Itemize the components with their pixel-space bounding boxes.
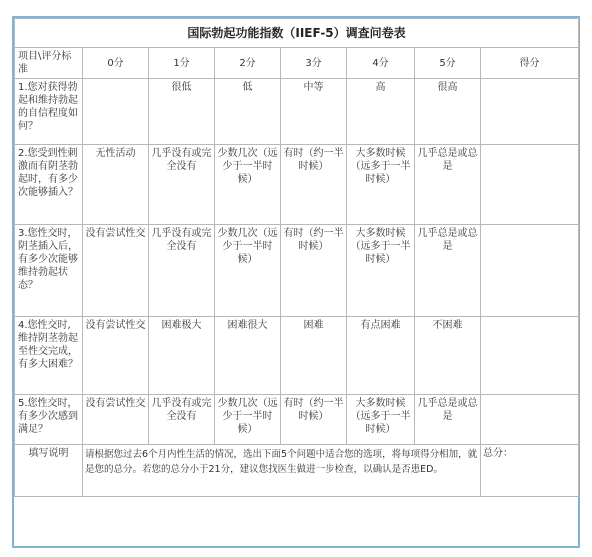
- iief5-table: [14, 18, 579, 497]
- option-cell: 不困难: [415, 317, 481, 395]
- option-cell: 没有尝试性交: [83, 225, 149, 317]
- option-cell: 少数几次（远少于一半时候）: [215, 395, 281, 445]
- header-score-4: 4分: [347, 48, 415, 79]
- question-cell: 4.您性交时,维持阴茎勃起至性交完成，有多大困难？: [15, 317, 83, 395]
- option-cell: 困难: [281, 317, 347, 395]
- option-cell: 几乎总是或总是: [415, 145, 481, 225]
- header-score-1: 1分: [149, 48, 215, 79]
- option-cell: 大多数时候（远多于一半时候）: [347, 395, 415, 445]
- score-cell[interactable]: [481, 395, 579, 445]
- header-score-0: 0分: [83, 48, 149, 79]
- option-cell: 有时（约一半时候）: [281, 395, 347, 445]
- instructions-label: 填写说明: [15, 445, 83, 497]
- questionnaire-frame: [12, 16, 580, 548]
- score-cell[interactable]: [481, 145, 579, 225]
- option-cell: 大多数时候（远多于一半时候）: [347, 225, 415, 317]
- option-cell: 困难很大: [215, 317, 281, 395]
- footer-row: [15, 445, 579, 497]
- option-cell: 少数几次（远少于一半时候）: [215, 225, 281, 317]
- header-score-2: 2分: [215, 48, 281, 79]
- option-cell: 少数几次（远少于一半时候）: [215, 145, 281, 225]
- header-item: 项目\评分标准: [15, 48, 83, 79]
- header-score: 得分: [481, 48, 579, 79]
- question-cell: 3.您性交时，阴茎插入后，有多少次能够维持勃起状态？: [15, 225, 83, 317]
- option-cell: 低: [215, 79, 281, 145]
- score-cell[interactable]: [481, 225, 579, 317]
- option-cell: 大多数时候（远多于一半时候）: [347, 145, 415, 225]
- option-cell: 困难极大: [149, 317, 215, 395]
- option-cell: 高: [347, 79, 415, 145]
- option-cell: 几乎总是或总是: [415, 395, 481, 445]
- option-cell: 很低: [149, 79, 215, 145]
- table-row: [15, 225, 579, 317]
- option-cell: 几乎没有或完全没有: [149, 225, 215, 317]
- table-row: [15, 317, 579, 395]
- option-cell: 几乎没有或完全没有: [149, 145, 215, 225]
- score-cell[interactable]: [481, 79, 579, 145]
- question-cell: 2.您受到性刺激而有阴茎勃起时，有多少次能够插入？: [15, 145, 83, 225]
- question-cell: 1.您对获得勃起和维持勃起的自信程度如何？: [15, 79, 83, 145]
- header-score-5: 5分: [415, 48, 481, 79]
- option-cell: 几乎总是或总是: [415, 225, 481, 317]
- option-cell: 无性活动: [83, 145, 149, 225]
- option-cell: 中等: [281, 79, 347, 145]
- header-row: [15, 48, 579, 79]
- option-cell: [83, 79, 149, 145]
- total-score-label: 总分：: [481, 445, 579, 497]
- option-cell: 有点困难: [347, 317, 415, 395]
- table-row: [15, 145, 579, 225]
- option-cell: 有时（约一半时候）: [281, 145, 347, 225]
- header-score-3: 3分: [281, 48, 347, 79]
- table-row: [15, 395, 579, 445]
- table-row: [15, 79, 579, 145]
- option-cell: 没有尝试性交: [83, 395, 149, 445]
- option-cell: 有时（约一半时候）: [281, 225, 347, 317]
- option-cell: 没有尝试性交: [83, 317, 149, 395]
- option-cell: 很高: [415, 79, 481, 145]
- table-title: 国际勃起功能指数（IIEF-5）调查问卷表: [15, 19, 579, 48]
- instructions-text: 请根据您过去6个月内性生活的情况，选出下面5个问题中适合您的选项，将每项得分相加，就是您的总分。若您的总分小于21分，建议您找医生做进一步检查，以确认是否患ED。: [83, 445, 481, 497]
- question-cell: 5.您性交时，有多少次感到满足？: [15, 395, 83, 445]
- score-cell[interactable]: [481, 317, 579, 395]
- option-cell: 几乎没有或完全没有: [149, 395, 215, 445]
